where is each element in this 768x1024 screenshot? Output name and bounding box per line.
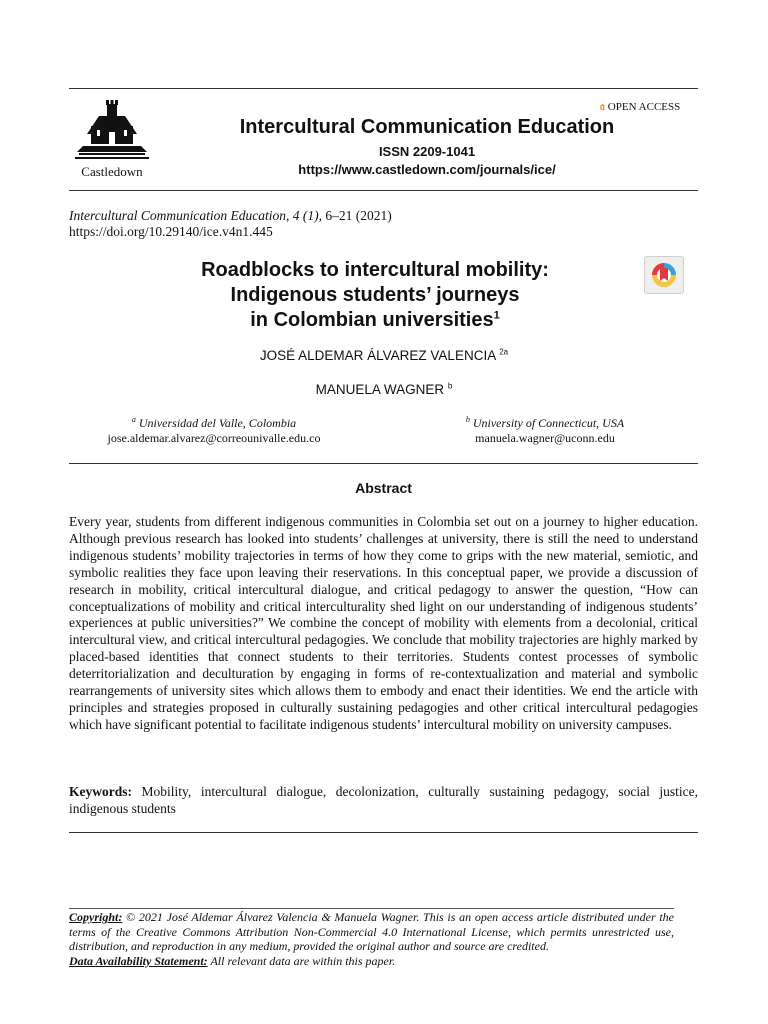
affiliation-b-institution <box>430 416 660 431</box>
open-access-label: OPEN ACCESS <box>607 101 681 113</box>
open-access-badge <box>600 101 680 114</box>
publisher-name: Castledown <box>81 164 143 179</box>
data-availability-note <box>69 954 674 969</box>
data-availability-text: All relevant data are within this paper. <box>207 953 396 968</box>
author-1-sup: 2a <box>499 347 509 357</box>
affiliation-b-email[interactable]: manuela.wagner@uconn.edu <box>475 431 615 445</box>
copyright-label: Copyright: <box>69 910 123 924</box>
affiliation-b <box>430 416 660 446</box>
title-line-3-text: in Colombian universities <box>250 309 494 331</box>
keywords <box>69 783 698 817</box>
abstract-text: Every year, students from different indigenous communities in Colombia set out on a journey to higher education. Although previous research has looked into students’ challenges at university, there is still the need to understand indigenous students’ mobility trajectories in terms of how they come to grips with the new material, semiotic, and symbolic realities they face upon leaving their reservations. In this conceptual paper, we provide a discussion of research in mobility, critical intercultural dialogue, and critical pedagogy to answer the question, “How can conceptualizations of mobility and critical interculturality shed light on our understanding of indigenous students’ experiences at public universities?” We combine the concept of mobility with elements from a decolonial, critical intercultural view, and critical intercultural pedagogies. We conclude that mobility trajectories are highly marked by placed-based identities that connect students to their territories. Students contest processes of symbolic deterritorialization and deculturation by engaging in forms of re-contextualization and material and symbolic rearrangements of university sites which allows them to embody and enact their identities. We end the article with principles and strategies proposed in culturally sustaining pedagogies and other critical intercultural pedagogies which have significant potential to facilitate indigenous students’ intercultural mobility on university campuses. <box>69 514 698 732</box>
doi-link[interactable]: https://doi.org/10.29140/ice.v4n1.445 <box>69 224 273 239</box>
keywords-bottom-rule <box>69 832 698 833</box>
abstract-top-rule <box>69 463 698 464</box>
affiliation-a-institution <box>84 416 344 431</box>
data-availability-label: Data Availability Statement: <box>69 953 208 968</box>
abstract-heading: Abstract <box>355 480 412 496</box>
open-access-lock-icon: 𝔞 <box>600 101 605 113</box>
author-2-name: MANUELA WAGNER <box>315 382 448 397</box>
title-line-3 <box>150 308 600 333</box>
affiliation-a-email[interactable]: jose.aldemar.alvarez@correounivalle.edu.co <box>107 431 321 445</box>
citation <box>69 208 392 224</box>
author-2-sup: b <box>447 381 453 391</box>
copyright-text: © 2021 José Aldemar Álvarez Valencia & Manuela Wagner. This is an open access article distributed under the terms of the Creative Commons Attribution Non-Commercial 4.0 International License, which permits unrestricted use, distribution, and reproduction in any medium, provided the original author and source are credited. <box>69 910 674 953</box>
title-footnote-mark: 1 <box>493 309 500 322</box>
citation-pages: 6–21 (2021) <box>321 208 392 223</box>
affiliation-b-mark: b <box>465 415 470 424</box>
keywords-label: Keywords: <box>69 784 132 799</box>
journal-issn: ISSN 2209-1041 <box>378 144 476 159</box>
journal-url[interactable]: https://www.castledown.com/journals/ice/ <box>298 162 556 177</box>
citation-journal: Intercultural Communication Education, 4 (1), <box>69 208 322 223</box>
footnote-rule <box>69 908 674 909</box>
author-1-name: JOSÉ ALDEMAR ÁLVAREZ VALENCIA <box>259 348 500 363</box>
copyright-note <box>69 910 674 954</box>
header-top-rule <box>69 88 698 89</box>
article-title <box>150 258 600 333</box>
title-line-2: Indigenous students’ journeys <box>230 284 520 306</box>
footnote <box>69 910 674 968</box>
keywords-text: Mobility, intercultural dialogue, decolonization, culturally sustaining pedagogy, social justice, indigenous students <box>69 784 698 816</box>
affiliation-a-name: Universidad del Valle, Colombia <box>138 416 297 430</box>
journal-title: Intercultural Communication Education <box>239 116 615 138</box>
affiliation-b-name: University of Connecticut, USA <box>472 416 625 430</box>
header-bottom-rule <box>69 190 698 191</box>
affiliation-a <box>84 416 344 446</box>
affiliation-a-mark: a <box>131 415 136 424</box>
title-line-1: Roadblocks to intercultural mobility: <box>201 259 549 281</box>
author-1 <box>150 348 618 363</box>
author-2 <box>150 382 618 397</box>
crossmark-icon[interactable] <box>644 256 684 294</box>
